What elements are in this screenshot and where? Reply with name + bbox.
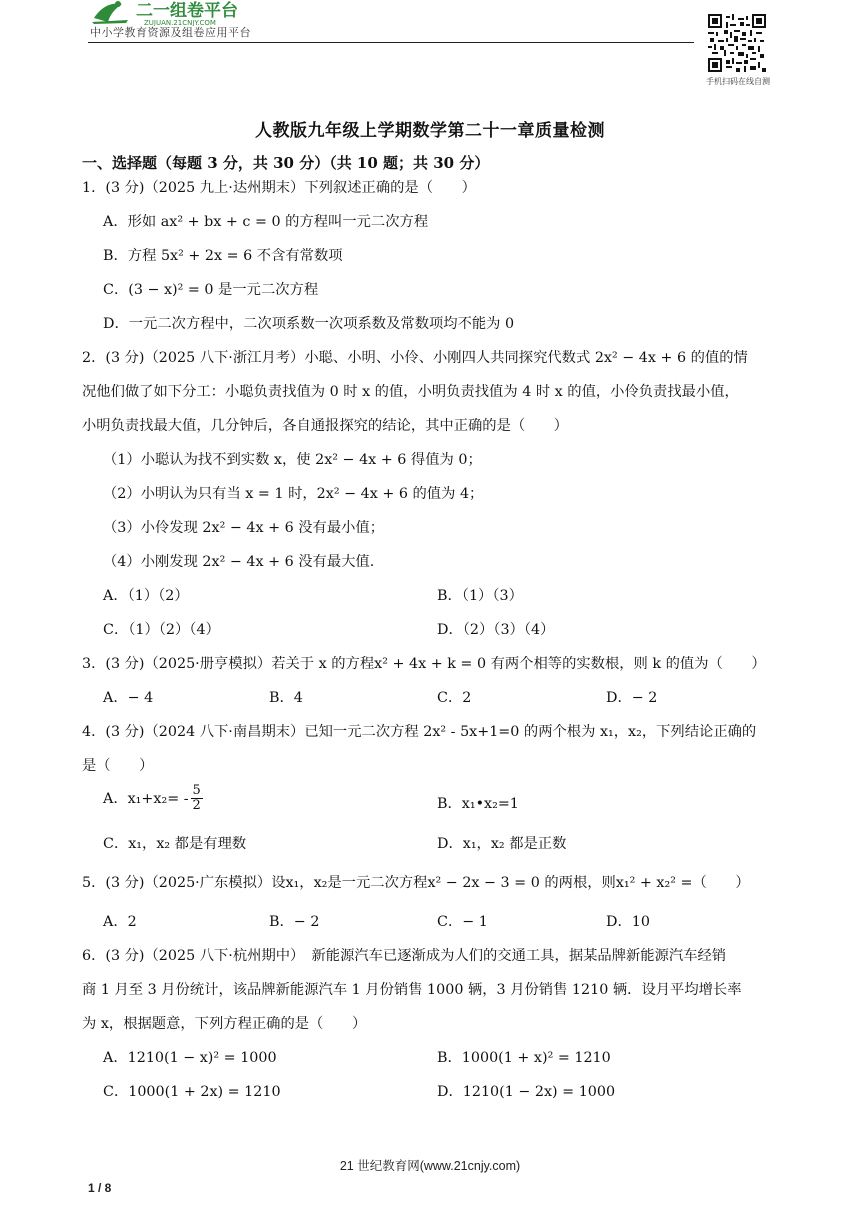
page-number: 1 / 8 xyxy=(88,1181,112,1195)
q6-stem-line2: 商 1 月至 3 月份统计，该品牌新能源汽车 1 月份销售 1000 辆，3 月份销售 1210 辆．设月平均增长率 xyxy=(82,982,742,998)
qr-code-icon[interactable] xyxy=(708,14,766,72)
q2-option-d[interactable]: D．（2）（3）（4） xyxy=(437,622,555,638)
q5-option-a[interactable]: A．2 xyxy=(103,914,137,930)
q6-option-c[interactable]: C．1000(1 + 2x) = 1210 xyxy=(103,1084,281,1100)
q1-option-a[interactable]: A．形如 ax² + bx + c = 0 的方程叫一元二次方程 xyxy=(103,214,429,230)
q4-stem-line1: 4．(3 分)（2024 八下·南昌期末）已知一元二次方程 2x² - 5x+1=0 的两个根为 x₁，x₂，下列结论正确的 xyxy=(82,724,757,740)
q6-stem-line3: 为 x，根据题意，下列方程正确的是（ ） xyxy=(82,1016,367,1032)
q1-option-d[interactable]: D．一元二次方程中，二次项系数一次项系数及常数项均不能为 0 xyxy=(103,316,515,332)
q4-stem-line2: 是（ ） xyxy=(82,758,154,774)
q2-stem-line1: 2．(3 分)（2025 八下·浙江月考）小聪、小明、小伶、小刚四人共同探究代数式 2x² − 4x + 6 的值的情 xyxy=(82,350,748,366)
header-slogan: 中小学教育资源及组卷应用平台 xyxy=(90,26,251,39)
footer-site-link[interactable]: 21 世纪教育网(www.21cnjy.com) xyxy=(339,1159,521,1173)
q4-option-a[interactable] xyxy=(103,784,203,814)
q3-option-a[interactable]: A．− 4 xyxy=(103,690,154,706)
section-heading: 一、选择题（每题 3 分，共 30 分）（共 10 题；共 30 分） xyxy=(82,154,490,172)
q3-stem: 3．(3 分)（2025·册亨模拟）若关于 x 的方程x² + 4x + k = 0 有两个相等的实数根，则 k 的值为（ ） xyxy=(82,656,766,672)
q2-option-c[interactable]: C．（1）（2）（4） xyxy=(103,622,220,638)
q4-option-a-prefix: A．x₁+x₂= - xyxy=(103,790,189,807)
q5-option-c[interactable]: C．− 1 xyxy=(437,914,488,930)
logo-text: 二一组卷平台 xyxy=(136,1,238,21)
q4-option-c[interactable]: C．x₁，x₂ 都是有理数 xyxy=(103,836,247,852)
q6-option-b[interactable]: B．1000(1 + x)² = 1210 xyxy=(437,1050,611,1066)
q1-option-c[interactable]: C．(3 − x)² = 0 是一元二次方程 xyxy=(103,282,319,298)
q2-stem-line2: 况他们做了如下分工：小聪负责找值为 0 时 x 的值，小明负责找值为 4 时 x 的值，小伶负责找最小值， xyxy=(82,384,739,400)
q3-option-b[interactable]: B．4 xyxy=(269,690,303,706)
q6-stem-line1: 6．(3 分)（2025 八下·杭州期中） 新能源汽车已逐渐成为人们的交通工具，据某品牌新能源汽车经销 xyxy=(82,948,727,964)
q2-statement-1: （1）小聪认为找不到实数 x，使 2x² − 4x + 6 得值为 0； xyxy=(103,452,482,468)
q2-statement-4: （4）小刚发现 2x² − 4x + 6 没有最大值. xyxy=(103,554,375,570)
q2-option-a[interactable]: A．（1）（2） xyxy=(103,588,189,604)
q2-option-b[interactable]: B．（1）（3） xyxy=(437,588,523,604)
q5-stem: 5．(3 分)（2025·广东模拟）设x₁，x₂是一元二次方程x² − 2x − 3 = 0 的两根，则x₁² + x₂² =（ ） xyxy=(82,875,750,891)
q3-option-d[interactable]: D．− 2 xyxy=(606,690,658,706)
qr-caption: 手机扫码在线自测 xyxy=(706,77,770,86)
page-title: 人教版九年级上学期数学第二十一章质量检测 xyxy=(255,121,605,141)
q2-statement-3: （3）小伶发现 2x² − 4x + 6 没有最小值； xyxy=(103,520,385,536)
q1-option-b[interactable]: B．方程 5x² + 2x = 6 不含有常数项 xyxy=(103,248,343,264)
runner-logo-icon xyxy=(88,0,278,26)
fraction xyxy=(191,784,203,814)
q1-stem: 1．(3 分)（2025 九上·达州期末）下列叙述正确的是（ ） xyxy=(82,180,476,196)
fraction-denominator: 2 xyxy=(192,798,201,814)
header-divider xyxy=(88,42,694,43)
q2-stem-line3: 小明负责找最大值，几分钟后，各自通报探究的结论，其中正确的是（ ） xyxy=(82,418,569,434)
site-logo xyxy=(88,0,278,26)
q6-option-d[interactable]: D．1210(1 − 2x) = 1000 xyxy=(437,1084,616,1100)
q2-statement-2: （2）小明认为只有当 x = 1 时，2x² − 4x + 6 的值为 4； xyxy=(103,486,484,502)
q5-option-b[interactable]: B．− 2 xyxy=(269,914,320,930)
q6-option-a[interactable]: A．1210(1 − x)² = 1000 xyxy=(103,1050,277,1066)
q5-option-d[interactable]: D．10 xyxy=(606,914,650,930)
q4-option-b[interactable]: B．x₁•x₂=1 xyxy=(437,796,519,812)
q4-option-d[interactable]: D．x₁，x₂ 都是正数 xyxy=(437,836,567,852)
q3-option-c[interactable]: C．2 xyxy=(437,690,472,706)
logo-url: ZUJUAN.21CNJY.COM xyxy=(144,19,216,26)
fraction-numerator: 5 xyxy=(192,783,201,798)
